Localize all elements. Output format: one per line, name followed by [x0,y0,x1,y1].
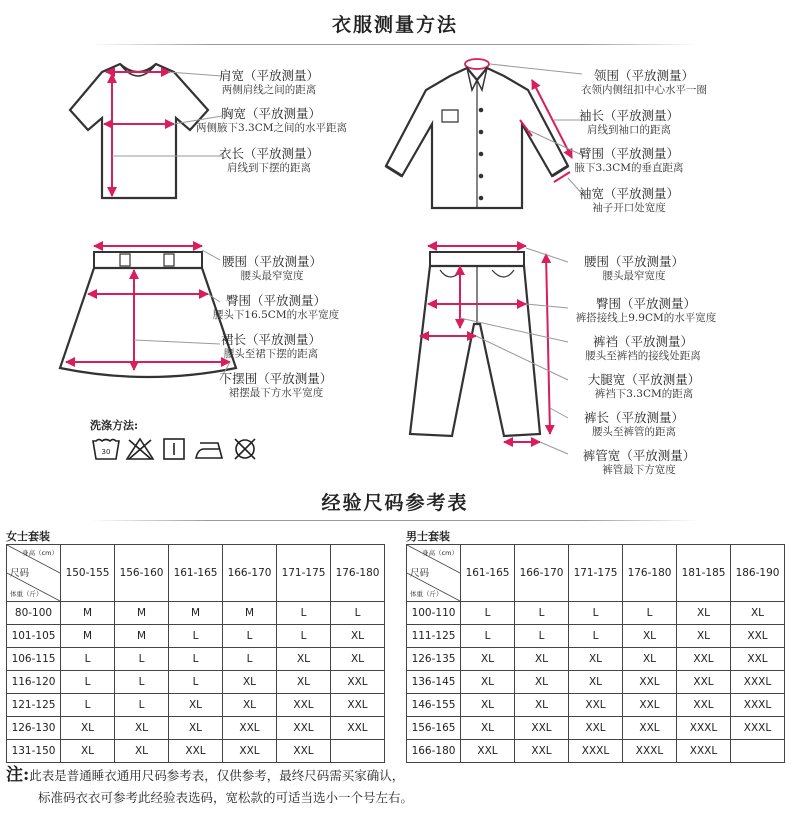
size-cell: M [61,602,115,625]
size-cell: XXXL [677,740,731,763]
size-cell: XL [623,648,677,671]
note-line-2: 标准码衣衣可参考此经验表选码，宽松款的可适当选小一个号左右。 [38,790,414,805]
size-cell: L [461,625,515,648]
table-row [7,671,385,694]
size-cell: XXXL [731,671,785,694]
tshirt-shoulder-label: 肩宽（平放测量） 两侧肩线之间的距离 [218,68,319,96]
table-row [407,648,785,671]
size-cell: XXL [461,740,515,763]
weight-cell: 166-180 [407,740,461,763]
shirt-collar-label: 领围（平放测量） 衣领内侧纽扣中心水平一圈 [581,68,707,96]
size-cell: XL [623,625,677,648]
men-height-col: 176-180 [623,545,677,602]
line-dry-icon [162,437,186,461]
wash-title: 洗涤方法: [90,419,139,432]
size-cell: L [169,671,223,694]
size-cell: L [331,602,385,625]
table-row [407,671,785,694]
no-dryclean-icon [232,437,258,461]
shirt-illustration [372,50,592,220]
size-cell: M [223,602,277,625]
size-cell: M [169,602,223,625]
weight-cell: 106-115 [7,648,61,671]
men-size-table [406,544,785,763]
weight-cell: 131-150 [7,740,61,763]
table-row [407,625,785,648]
size-cell: XXL [677,694,731,717]
size-cell: XL [569,671,623,694]
size-cell: XL [461,648,515,671]
skirt-waist-label: 腰围（平放测量） 腰头最窄宽度 [221,254,322,282]
size-cell: XXXL [731,717,785,740]
note [6,764,413,809]
size-cell: XL [569,648,623,671]
shirt-arm-label: 臂围（平放测量） 腋下3.3CM的垂直距离 [574,146,684,174]
size-cell: XXXL [623,740,677,763]
size-cell: XXL [331,717,385,740]
size-cell: L [569,602,623,625]
table-row [7,625,385,648]
size-cell [331,740,385,763]
size-cell: XL [515,694,569,717]
size-cell: L [223,625,277,648]
weight-cell: 126-135 [407,648,461,671]
size-cell: XL [223,694,277,717]
women-corner-cell [7,545,61,602]
women-height-col: 171-175 [277,545,331,602]
size-cell: L [169,625,223,648]
size-cell: L [461,602,515,625]
size-cell: XL [277,648,331,671]
weight-cell: 80-100 [7,602,61,625]
size-cell: XL [731,602,785,625]
size-cell: XXL [623,694,677,717]
table-row [7,740,385,763]
wash-30-icon [92,437,120,461]
pants-rise-label: 裤裆（平放测量） 腰头至裤裆的接线处距离 [585,334,701,362]
skirt-length-label: 裙长（平放测量） 腰头至裙下摆的距离 [220,332,321,360]
women-height-col: 161-165 [169,545,223,602]
pants-illustration [400,238,570,468]
size-cell: XXL [677,671,731,694]
size-cell: XL [331,625,385,648]
note-mark: 注: [6,765,30,785]
size-cell [731,740,785,763]
women-height-col: 166-170 [223,545,277,602]
size-cell: XL [461,694,515,717]
weight-cell: 111-125 [407,625,461,648]
men-height-col: 166-170 [515,545,569,602]
size-cell: XXL [623,717,677,740]
table-row [407,740,785,763]
size-cell: XXXL [731,694,785,717]
weight-cell: 100-110 [407,602,461,625]
size-cell: L [569,625,623,648]
shirt-sleeve-label: 袖长（平放测量） 肩线到袖口的距离 [578,108,679,136]
men-height-col: 161-165 [461,545,515,602]
size-cell: XXL [277,717,331,740]
men-height-col: 181-185 [677,545,731,602]
men-height-col: 186-190 [731,545,785,602]
size-cell: L [61,694,115,717]
size-cell: XL [677,625,731,648]
size-cell: XXL [331,694,385,717]
no-bleach-icon [126,437,154,461]
size-cell: L [61,648,115,671]
weight-cell: 101-105 [7,625,61,648]
shirt-cuff-label: 袖宽（平放测量） 袖子开口处宽度 [578,186,679,214]
size-cell: XXL [515,740,569,763]
skirt-hip-label: 臀围（平放测量） 腰头下16.5CM的水平宽度 [212,293,340,321]
men-corner-height: 身高（cm） [422,549,458,557]
table-row [7,648,385,671]
men-corner-size: 尺码 [410,568,430,579]
size-cell: XXL [677,648,731,671]
size-table-title: 经验尺码参考表 [321,492,469,514]
men-label: 男士套装 [406,530,450,543]
size-cell: XXL [331,671,385,694]
women-height-col: 176-180 [331,545,385,602]
size-cell: XL [61,740,115,763]
tshirt-length-label: 衣长（平放测量） 肩线到下摆的距离 [218,146,319,174]
women-corner-height: 身高（cm） [22,549,58,557]
men-corner-weight: 体重（斤） [410,590,443,598]
women-height-col: 156-160 [115,545,169,602]
size-cell: L [115,694,169,717]
title-rule-1 [90,44,700,45]
table-row [7,602,385,625]
skirt-hem-label: 下摆围（平放测量） 裙摆最下方水平宽度 [219,371,333,399]
pants-length-label: 裤长（平放测量） 腰头至裤管的距离 [583,410,684,438]
weight-cell: 121-125 [7,694,61,717]
size-cell: M [61,625,115,648]
women-corner-size: 尺码 [10,568,30,579]
size-cell: XL [331,648,385,671]
size-cell: L [277,602,331,625]
size-cell: XXL [169,740,223,763]
size-cell: XL [115,717,169,740]
women-size-table [6,544,385,763]
women-label: 女士套装 [6,530,50,543]
size-cell: L [515,602,569,625]
table-row [7,717,385,740]
pants-hip-label: 臀围（平放测量） 裤搭接线上9.9CM的水平宽度 [575,296,717,324]
size-cell: L [115,648,169,671]
iron-low-icon [194,437,224,461]
weight-cell: 126-130 [7,717,61,740]
size-cell: M [115,602,169,625]
size-cell: XXL [731,648,785,671]
table-row [407,694,785,717]
measure-title: 衣服测量方法 [331,14,458,36]
size-cell: L [515,625,569,648]
size-cell: L [277,625,331,648]
size-cell: XL [169,694,223,717]
size-cell: XL [515,671,569,694]
size-cell: XXL [277,740,331,763]
size-cell: XXL [515,717,569,740]
size-cell: XXL [223,717,277,740]
size-cell: XL [515,648,569,671]
size-cell: XXL [731,625,785,648]
note-line-1: 此表是普通睡衣通用尺码参考表，仅供参考，最终尺码需买家确认， [29,768,405,783]
size-cell: XL [677,602,731,625]
size-cell: XL [461,717,515,740]
size-cell: L [61,671,115,694]
women-height-col: 150-155 [61,545,115,602]
size-cell: L [169,648,223,671]
table-row [407,602,785,625]
men-height-col: 171-175 [569,545,623,602]
size-cell: XL [115,740,169,763]
weight-cell: 116-120 [7,671,61,694]
table-row [7,694,385,717]
size-cell: XXXL [569,740,623,763]
size-cell: XXL [569,717,623,740]
weight-cell: 156-165 [407,717,461,740]
women-corner-weight: 体重（斤） [10,590,43,598]
title-rule-2 [90,520,700,521]
weight-cell: 146-155 [407,694,461,717]
wash-temp: 30 [101,448,111,456]
size-cell: XL [169,717,223,740]
size-cell: XL [223,671,277,694]
size-cell: L [115,671,169,694]
size-cell: L [623,602,677,625]
tshirt-chest-label: 胸宽（平放测量） 两侧腋下3.3CM之间的水平距离 [196,106,347,134]
size-cell: XL [61,717,115,740]
size-cell: L [223,648,277,671]
size-cell: XXXL [677,717,731,740]
weight-cell: 136-145 [407,671,461,694]
pants-thigh-label: 大腿宽（平放测量） 裤裆下3.3CM的距离 [587,372,701,400]
size-cell: XL [461,671,515,694]
men-corner-cell [407,545,461,602]
wash-icons [92,437,262,463]
pants-waist-label: 腰围（平放测量） 腰头最窄宽度 [583,254,684,282]
size-cell: XXL [223,740,277,763]
size-cell: XXL [277,694,331,717]
size-cell: XL [277,671,331,694]
table-row [407,717,785,740]
pants-hem-label: 裤管宽（平放测量） 裤管最下方宽度 [582,448,696,476]
size-cell: XXL [569,694,623,717]
size-cell: M [115,625,169,648]
size-cell: XXL [623,671,677,694]
